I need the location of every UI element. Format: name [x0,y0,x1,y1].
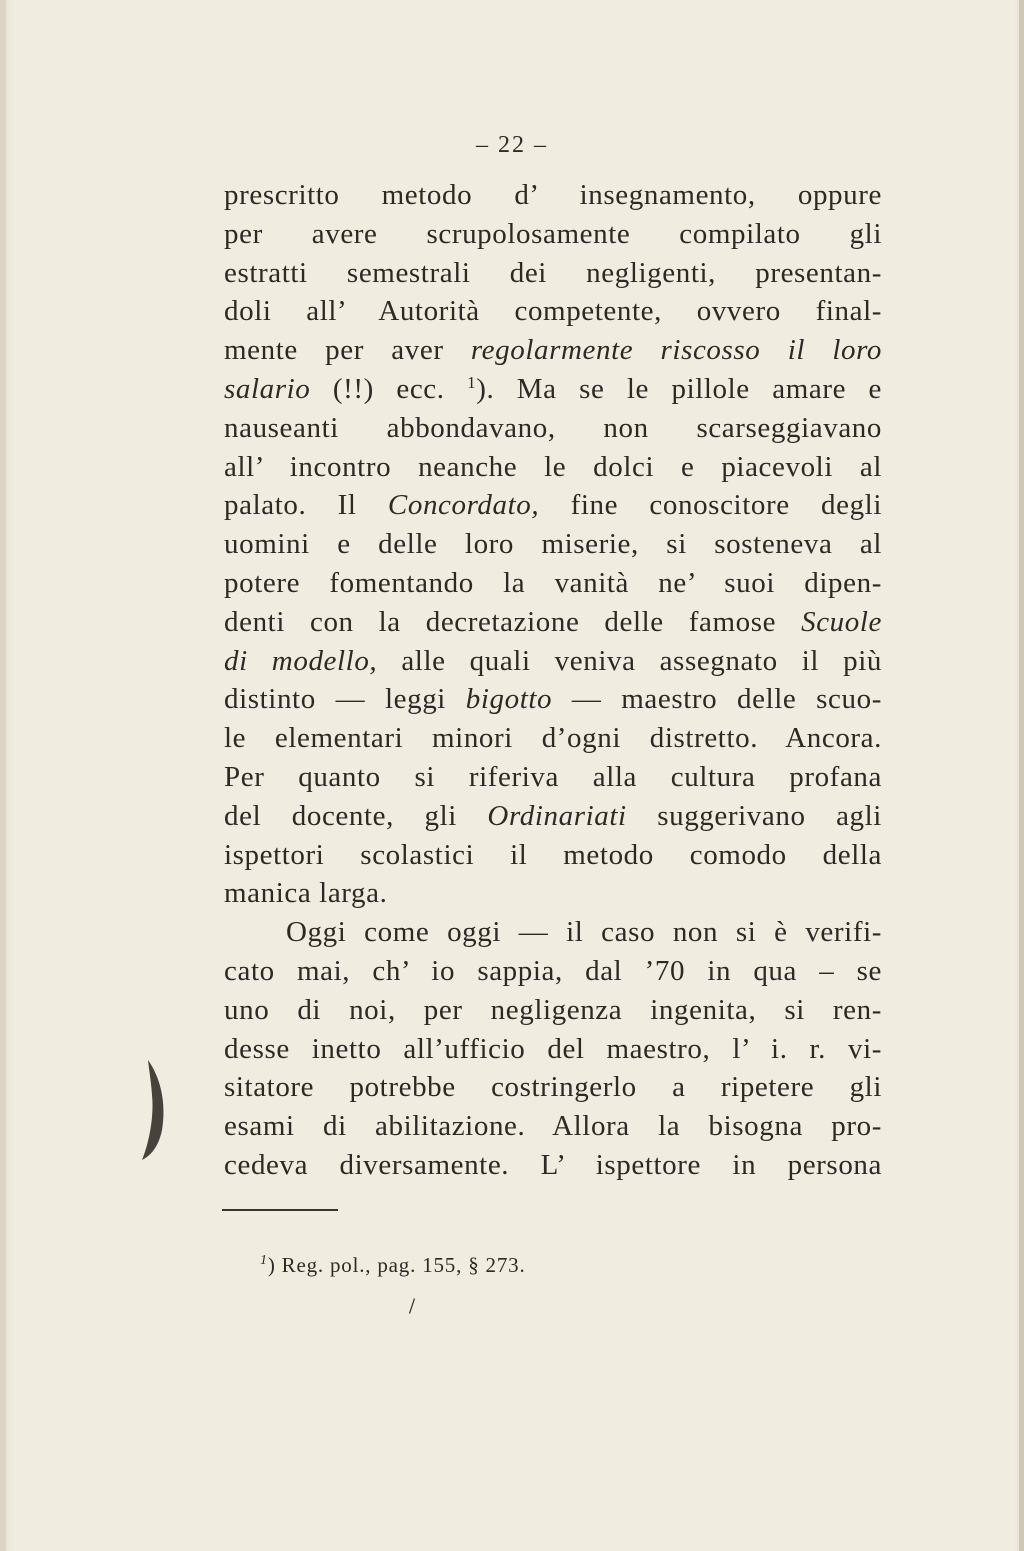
footnote-text: Reg. pol., pag. 155, § 273. [281,1253,526,1277]
text-line-16: Per quanto si riferiva alla cultura profana [224,760,882,793]
text-line-13-b: alle quali veniva assegnato il più [401,644,882,677]
text-line-9 [224,486,882,525]
text-line-19: manica larga. [224,877,388,910]
text-line-6-c: ). Ma se le pillole amare e [476,372,882,405]
text-line-13 [224,642,882,681]
italic-scuole: Scuole [801,605,882,638]
binding-shadow-icon [140,1060,170,1160]
italic-bigotto: bigotto [465,683,553,716]
page-edge-left [0,0,6,1551]
text-line-5 [224,331,882,370]
text-line-24: sitatore potrebbe costringerlo a ripetere gli [224,1071,882,1104]
footnote-divider [222,1209,338,1211]
ink-speck-icon [408,1298,416,1314]
text-line-26: cedeva diversamente. L’ ispettore in persona [224,1148,882,1181]
text-line-21: cato mai, ch’ io sappia, dal ’70 in qua – se [224,954,882,987]
text-line-9-a: palato. Il [224,489,357,522]
text-line-14-a: distinto — leggi [224,683,446,716]
text-line-25: esami di abilitazione. Allora la bisogna pro- [224,1110,882,1143]
footnote-paren: ) [267,1253,276,1277]
text-line-2: per avere scrupolosamente compilato gli [224,217,882,250]
italic-ordinariati: Ordinariati [487,799,627,832]
text-line-4: doli all’ Autorità competente, ovvero final- [224,295,882,328]
text-line-17-c: suggerivano agli [657,799,882,832]
text-line-5-a: mente per aver [224,334,444,367]
text-line-15: le elementari minori d’ogni distretto. Ancora. [224,722,882,755]
text-line-14 [224,680,882,719]
page-edge-right [1019,0,1024,1551]
text-line-23: desse inetto all’ufficio del maestro, l’ i. r. vi- [224,1032,882,1065]
text-line-11: potere fomentando la vanità ne’ suoi dipen- [224,566,882,599]
text-line-8: all’ incontro neanche le dolci e piacevoli al [224,450,882,483]
text-line-3: estratti semestrali dei negligenti, presentan- [224,256,882,289]
footnote-mark: 1 [260,1253,268,1268]
body-text [224,176,882,1185]
footnote-reference[interactable]: 1 [467,372,477,392]
text-line-7: nauseanti abbondavano, non scarseggiavano [224,411,882,444]
text-line-20: Oggi come oggi — il caso non si è verifi- [286,916,882,949]
italic-concordato: Concordato, [387,489,540,522]
text-line-6-b: (!!) ecc. [332,372,445,405]
page-number: – 22 – [476,132,548,158]
text-line-6 [224,370,882,409]
italic-salario: salario [224,372,311,405]
text-line-22: uno di noi, per negligenza ingenita, si ren- [224,993,882,1026]
text-line-1: prescritto metodo d’ insegnamento, oppure [224,179,882,211]
text-line-10: uomini e delle loro miserie, si sosteneva al [224,528,882,561]
text-line-9-c: fine conoscitore degli [570,489,882,522]
text-line-18: ispettori scolastici il metodo comodo della [224,838,882,871]
text-line-17 [224,797,882,836]
text-line-12 [224,603,882,642]
italic-regolarmente-riscosso: regolarmente riscosso il loro [470,334,882,367]
text-line-14-c: — maestro delle scuo- [571,683,882,716]
text-line-17-a: del docente, gli [224,799,457,832]
footnote [260,1253,526,1278]
italic-di-modello: di modello, [224,644,378,677]
text-line-12-a: denti con la decretazione delle famose [224,605,777,638]
